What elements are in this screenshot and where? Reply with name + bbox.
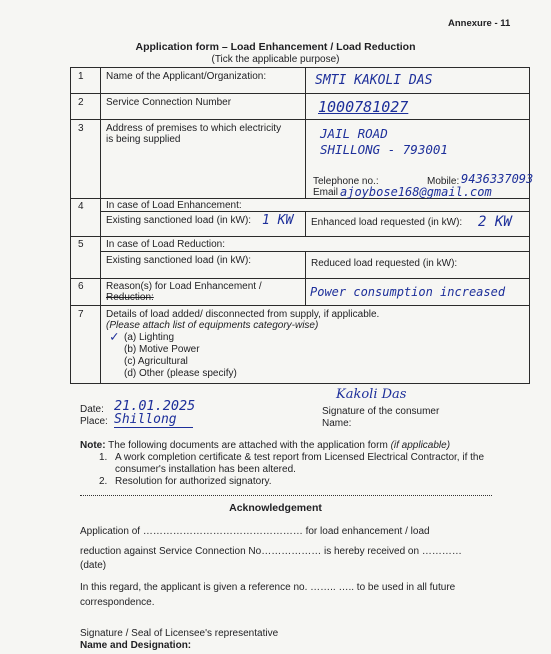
address-label-line-1: Address of premises to which electricity (106, 123, 282, 134)
reduced-load-label: Reduced load requested (in kW): (311, 258, 458, 269)
row-1-number: 1 (78, 71, 84, 82)
date-label: Date: (80, 404, 104, 415)
ref-line-2: correspondence. (80, 597, 155, 608)
category-motive-power[interactable]: (b) Motive Power (124, 344, 200, 355)
note-text: The following documents are attached with the application form (108, 440, 388, 451)
ack-line-2: reduction against Service Connection No……………… is hereby received on ………… (80, 546, 462, 557)
licensee-signature-label: Signature / Seal of Licensee's representative (80, 628, 279, 639)
note-item-1-line-2: consumer's installation has been altered. (115, 464, 296, 475)
reason-label-line-2: Reduction: (106, 292, 154, 303)
mobile-value[interactable]: 9436337093 (461, 172, 534, 186)
reduction-existing-label: Existing sanctioned load (in kW): (106, 255, 252, 266)
ack-title: Acknowledgement (229, 502, 322, 514)
consumer-name-label: Name: (322, 418, 352, 429)
applicant-name-value[interactable]: SMTI KAKOLI DAS (315, 73, 433, 88)
address-value-line-1[interactable]: JAIL ROAD (320, 126, 388, 141)
note-line (80, 440, 450, 451)
email-value[interactable]: ajoybose168@gmail.com (340, 185, 492, 199)
tick-mark-icon: ✓ (110, 329, 119, 345)
reduction-heading: In case of Load Reduction: (106, 239, 225, 250)
address-label-line-2: is being supplied (106, 134, 181, 145)
note-item-1-line-1: A work completion certificate & test report from Licensed Electrical Contractor, if the (115, 452, 485, 463)
place-value[interactable]: Shillong (114, 412, 193, 428)
ref-line-1: In this regard, the applicant is given a reference no. …….. ….. to be used in all future (80, 582, 456, 593)
note-item-2-number: 2. (99, 476, 108, 487)
reason-label-line-1: Reason(s) for Load Enhancement / (106, 281, 262, 292)
consumer-signature: Kakoli Das (336, 387, 407, 402)
ack-line-3: (date) (80, 560, 107, 571)
load-details-note: (Please attach list of equipments category-wise) (106, 320, 319, 331)
email-label: Email (313, 187, 339, 198)
enhancement-heading: In case of Load Enhancement: (106, 200, 242, 211)
reason-value[interactable]: Power consumption increased (310, 285, 506, 299)
enhancement-existing-label: Existing sanctioned load (in kW): (106, 215, 252, 226)
place-label: Place: (80, 416, 108, 427)
note-item-2-line-1: Resolution for authorized signatory. (115, 476, 272, 487)
service-connection-label: Service Connection Number (106, 97, 232, 108)
name-designation-label: Name and Designation: (80, 640, 192, 651)
applicant-name-label: Name of the Applicant/Organization: (106, 71, 267, 82)
note-item-1-number: 1. (99, 452, 108, 463)
form-title: Application form – Load Enhancement / Load Reduction (135, 41, 416, 53)
ack-line-1: Application of ………………………………………… for load enhancement / load (80, 526, 430, 537)
separator-line (80, 495, 492, 496)
row-2-number: 2 (78, 97, 84, 108)
date-value[interactable]: 21.01.2025 (114, 398, 196, 414)
mobile-label: Mobile: (427, 176, 460, 187)
enhancement-existing-value[interactable]: 1 KW (262, 213, 294, 228)
form-subtitle: (Tick the applicable purpose) (211, 54, 340, 65)
row-5-number: 5 (78, 239, 84, 250)
service-connection-value[interactable]: 1000781027 (318, 98, 409, 116)
annexure-label: Annexure - 11 (448, 18, 511, 29)
enhanced-load-value[interactable]: 2 KW (478, 214, 512, 230)
category-agricultural[interactable]: (c) Agricultural (124, 356, 188, 367)
row-7-number: 7 (78, 309, 84, 320)
row-6-number: 6 (78, 281, 84, 292)
category-lighting[interactable]: (a) Lighting (124, 332, 175, 343)
telephone-label: Telephone no.: (313, 176, 379, 187)
enhanced-load-label: Enhanced load requested (in kW): (311, 217, 463, 228)
signature-label: Signature of the consumer (322, 406, 440, 417)
category-other[interactable]: (d) Other (please specify) (124, 368, 237, 379)
row-3-number: 3 (78, 123, 84, 134)
load-details-label: Details of load added/ disconnected from supply, if applicable. (106, 309, 380, 320)
note-heading: Note: (80, 440, 106, 451)
note-italic: (if applicable) (390, 440, 451, 451)
row-4-number: 4 (78, 201, 84, 212)
address-value-line-2[interactable]: SHILLONG - 793001 (320, 142, 448, 157)
